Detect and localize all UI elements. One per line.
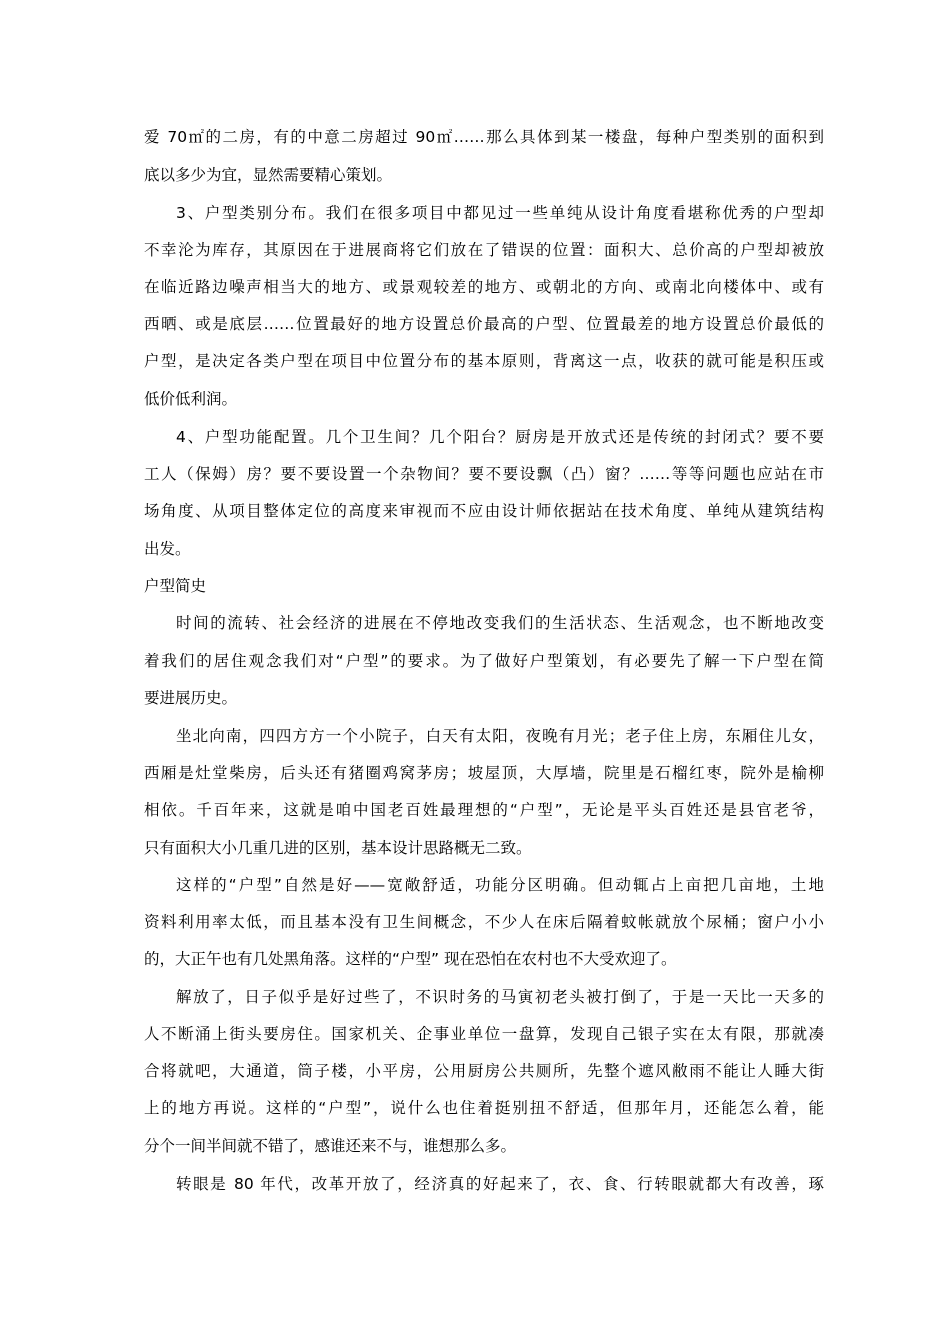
text-line: 在临近路边噪声相当大的地方、或景观较差的地方、或朝北的方向、或南北向楼体中、或有 bbox=[144, 278, 824, 296]
text-line: 坐北向南，四四方方一个小院子，白天有太阳，夜晚有月光；老子住上房，东厢住儿女， bbox=[176, 727, 824, 745]
text-line: 转眼是 80 年代，改革开放了，经济真的好起来了，衣、食、行转眼就都大有改善，琢 bbox=[176, 1175, 824, 1193]
text-line: 相依。千百年来，这就是咱中国老百姓最理想的“户型”，无论是平头百姓还是县官老爷， bbox=[144, 801, 824, 819]
text-line: 分个一间半间就不错了，感谁还来不与，谁想那么多。 bbox=[144, 1137, 517, 1155]
text-line: 合将就吧，大通道，筒子楼，小平房，公用厨房公共厕所，先整个遮风敝雨不能让人睡大街 bbox=[144, 1062, 824, 1080]
text-line: 人不断涌上街头要房住。国家机关、企事业单位一盘算，发现自己银子实在太有限，那就凑 bbox=[144, 1025, 824, 1043]
text-line: 西晒、或是底层……位置最好的地方设置总价最高的户型、位置最差的地方设置总价最低的 bbox=[144, 315, 824, 333]
text-line: 资料利用率太低，而且基本没有卫生间概念，不少人在床后隔着蚊帐就放个尿桶；窗户小小 bbox=[144, 913, 824, 931]
text-line: 的，大正午也有几处黑角落。这样的“户型” 现在恐怕在农村也不大受欢迎了。 bbox=[144, 950, 677, 968]
text-line: 不幸沦为库存，其原因在于进展商将它们放在了错误的位置：面积大、总价高的户型却被放 bbox=[144, 241, 824, 259]
text-line: 只有面积大小几重几进的区别，基本设计思路概无二致。 bbox=[144, 839, 532, 857]
text-line: 3、户型类别分布。我们在很多项目中都见过一些单纯从设计角度看堪称优秀的户型却 bbox=[176, 204, 824, 222]
text-line: 时间的流转、社会经济的进展在不停地改变我们的生活状态、生活观念，也不断地改变 bbox=[176, 614, 824, 632]
text-line: 要进展历史。 bbox=[144, 689, 238, 707]
text-line: 这样的“户型”自然是好——宽敞舒适，功能分区明确。但动辄占上亩把几亩地，土地 bbox=[176, 876, 824, 894]
section-heading: 户型简史 bbox=[144, 577, 207, 595]
text-line: 户型，是决定各类户型在项目中位置分布的基本原则，背离这一点，收获的就可能是积压或 bbox=[144, 352, 824, 370]
text-line: 出发。 bbox=[144, 540, 191, 558]
text-line: 场角度、从项目整体定位的高度来审视而不应由设计师依据站在技术角度、单纯从建筑结构 bbox=[144, 502, 824, 520]
text-line: 着我们的居住观念我们对“户型”的要求。为了做好户型策划，有必要先了解一下户型在简 bbox=[144, 652, 824, 670]
text-line: 上的地方再说。这样的“户型”，说什么也住着挺别扭不舒适，但那年月，还能怎么着，能 bbox=[144, 1099, 824, 1117]
text-line: 西厢是灶堂柴房，后头还有猪圈鸡窝茅房；坡屋顶，大厚墙，院里是石榴红枣，院外是榆柳 bbox=[144, 764, 824, 782]
text-line: 低价低利润。 bbox=[144, 390, 238, 408]
text-line: 爱 70㎡的二房，有的中意二房超过 90㎡……那么具体到某一楼盘，每种户型类别的面积到 bbox=[144, 128, 824, 146]
text-line: 4、户型功能配置。几个卫生间？几个阳台？厨房是开放式还是传统的封闭式？要不要 bbox=[176, 428, 824, 446]
text-line: 工人（保姆）房？要不要设置一个杂物间？要不要设飘（凸）窗？……等等问题也应站在市 bbox=[144, 465, 824, 483]
text-line: 解放了，日子似乎是好过些了，不识时务的马寅初老头被打倒了，于是一天比一天多的 bbox=[176, 988, 824, 1006]
text-line: 底以多少为宜，显然需要精心策划。 bbox=[144, 166, 393, 184]
